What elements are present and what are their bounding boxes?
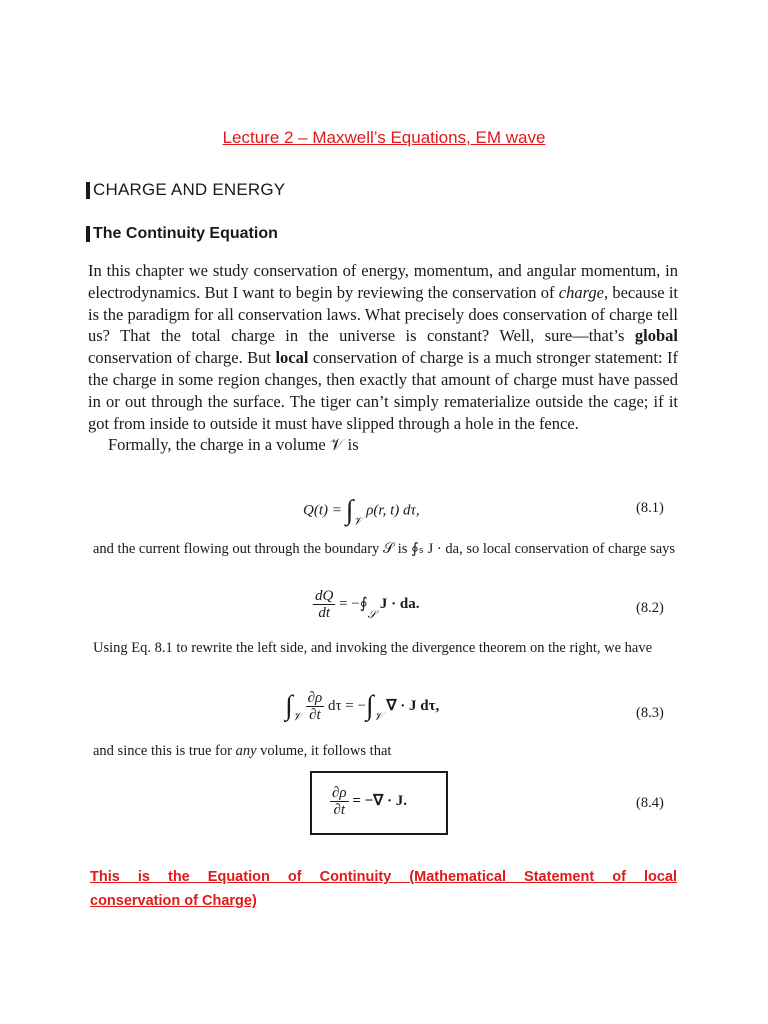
equation-8-1 (303, 495, 420, 528)
eq2-subscript: 𝒮 (367, 608, 377, 621)
eq4-rhs: = −∇ · J. (348, 792, 408, 809)
fraction (306, 690, 325, 723)
intro-text-part: conservation of charge. But (88, 348, 276, 368)
emphasis-any: any (235, 743, 257, 759)
lecture-title: Lecture 2 – Maxwell’s Equations, EM wave (222, 128, 546, 147)
boundary-text: and the current flowing out through the boundary 𝒮 is ∮ₛ J · da, so local conservation of charge says (93, 541, 676, 557)
fraction (330, 785, 349, 818)
volume-text (93, 742, 678, 761)
volume-text-part: and since this is true for (93, 743, 236, 759)
fraction-numerator: dQ (315, 588, 334, 604)
intro-text-part: , because it is the paradigm for all conservation laws. What precisely does conservation of charge tell us? That the total charge in the universe is constant? Well, sure—that’s (88, 282, 679, 346)
fraction-denominator: ∂t (333, 802, 346, 818)
integral-sign: ∫ (285, 690, 293, 722)
equation-8-2 (313, 588, 419, 622)
integral-sign: ∫ (365, 690, 374, 722)
section-heading (86, 180, 285, 200)
conclusion-note (90, 865, 677, 913)
intro-text-part: conservation of charge is a much stronger statement: If the charge in some region changes, then exactly that amount of charge must have passed in or out through the surface. The tiger can’t simply rematerialize outside the cage; if it got from inside to outside it must have slipped through a hole in the fence. (88, 348, 678, 433)
intro-text-part: In this chapter we study conservation of energy, momentum, and angular momentum, in electrodynamics. But I want to begin by reviewing the conservation of (88, 261, 678, 302)
intro-paragraph (88, 260, 678, 456)
eq3-tail: ∇ · J dτ, (382, 697, 440, 714)
fraction-denominator: ∂t (309, 707, 321, 723)
equation-number: (8.3) (636, 705, 664, 721)
eq3-subscript: 𝒱 (292, 710, 302, 723)
eq1-lhs: Q(t) = (303, 502, 346, 519)
eq3-subscript: 𝒱 (373, 710, 383, 723)
formal-statement: Formally, the charge in a volume 𝒱 is (108, 435, 359, 455)
equation-number: (8.1) (636, 500, 664, 516)
section-heading-text: CHARGE AND ENERGY (93, 180, 286, 199)
equation-8-3 (285, 690, 439, 724)
equation-number: (8.2) (636, 600, 664, 616)
heading-marker (86, 226, 90, 242)
integral-sign: ∫ (345, 495, 354, 526)
equation-number: (8.4) (636, 795, 664, 811)
bold-local: local (275, 348, 309, 368)
eq2-tail: J · da. (376, 595, 420, 612)
bold-global: global (634, 326, 678, 346)
fraction-numerator: ∂ρ (332, 785, 347, 801)
conclusion-line: This is the Equation of Continuity (Mathematical Statement of local (90, 869, 677, 885)
fraction-denominator: dt (318, 605, 330, 621)
heading-marker (86, 182, 90, 199)
eq2-rhs: = −∮ (335, 595, 368, 612)
subsection-heading (86, 225, 278, 243)
volume-text-part: volume, it follows that (256, 743, 392, 759)
eq3-middle: dτ = − (324, 697, 366, 714)
eq1-subscript: 𝒱 (353, 515, 363, 528)
subsection-heading-text: The Continuity Equation (93, 225, 278, 242)
emphasis-charge: charge (558, 282, 604, 302)
divergence-text: Using Eq. 8.1 to rewrite the left side, and invoking the divergence theorem on the right, we have (93, 640, 653, 656)
fraction-numerator: ∂ρ (307, 690, 323, 706)
conclusion-line: conservation of Charge) (90, 893, 257, 909)
eq1-rhs: ρ(r, t) dτ, (366, 502, 420, 519)
fraction (313, 588, 335, 621)
equation-8-4 (330, 785, 407, 818)
